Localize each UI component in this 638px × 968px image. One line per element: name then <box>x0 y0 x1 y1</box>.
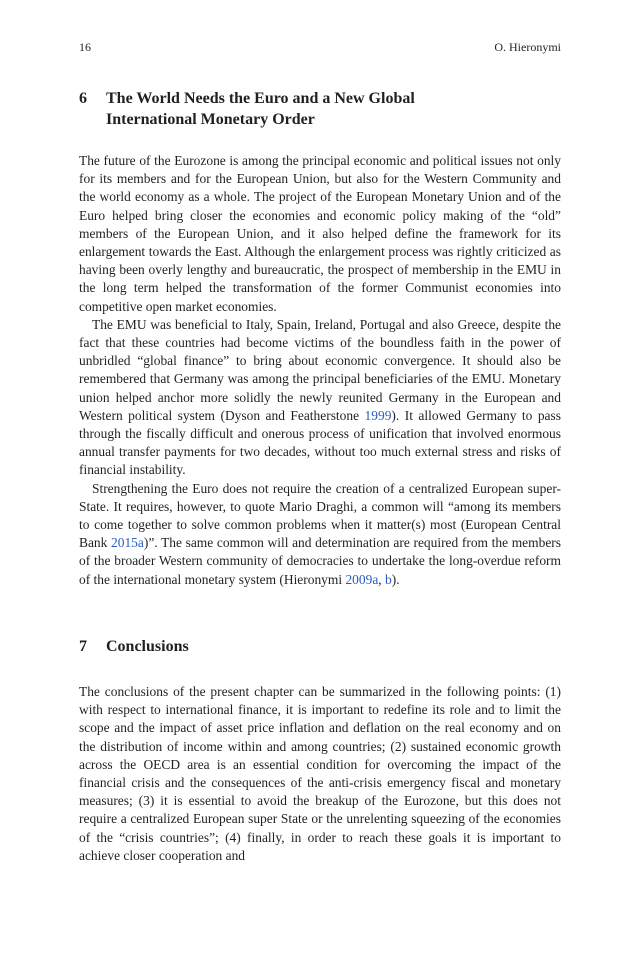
section-title-line-2: International Monetary Order <box>106 111 315 128</box>
paragraph-text: ). <box>391 571 400 587</box>
section-6 <box>79 88 561 589</box>
citation-separator: , <box>378 571 386 587</box>
paragraph-2 <box>79 316 561 480</box>
page-number: 16 <box>79 40 91 54</box>
running-head-author: O. Hieronymi <box>494 40 561 54</box>
section-title-line-1: The World Needs the Euro and a New Global <box>106 90 415 107</box>
section-7 <box>79 636 561 865</box>
paragraph-text: The EMU was beneficial to Italy, Spain, Ireland, Portugal and also Greece, despite the fact that these countries had become victims of the boundless faith in the power of unbridled “global finance” to bring about economic convergence. It should also be remembered that Germany was among the principal beneficiaries of the EMU. Monetary union helped anchor more solidly the newly reunited Germany in the European and Western political system (Dyson and Featherstone <box>79 316 561 423</box>
section-number: 6 <box>79 90 87 107</box>
section-heading <box>79 88 561 130</box>
citation-link-ecb-2015a[interactable]: 2015a <box>111 535 144 551</box>
citation-link-hieronymi-2009a[interactable]: 2009a <box>345 571 379 587</box>
citation-link-dyson-1999[interactable]: 1999 <box>364 407 392 423</box>
paragraph-text: )”. The same common will and determination are required from the members of the broader Western community of democracies to undertake the long-overdue reform of the international monetary system (Hieronymi <box>79 535 561 587</box>
section-body <box>79 152 561 589</box>
section-title <box>106 88 561 130</box>
paragraph-1: The future of the Eurozone is among the principal economic and political issues not only for its members and for the European Union, but also for the Western Community and the world economy as a whole. The project of the European Monetary Union and of the Euro helped bring closer the economies and economic policy making of the “old” members of the European Union, and it also helped define the framework for its enlargement towards the East. Although the enlargement process was rightly criticized as having been overly lengthy and bureaucratic, the prospect of membership in the EMU in the long term helped the transformation of the former Communist economies into competitive open market economies. <box>79 153 561 314</box>
section-body <box>79 683 561 865</box>
paragraph-text: Strengthening the Euro does not require the creation of a centralized European super-State. It requires, however, to quote Mario Draghi, a common will “among its members to come together to solve common problems when it matter(s) most (European Central Bank <box>79 480 561 551</box>
paragraph-3 <box>79 480 561 589</box>
section-heading <box>79 636 561 657</box>
citation-link-hieronymi-2009b[interactable]: b <box>385 571 392 587</box>
paragraph-1: The conclusions of the present chapter can be summarized in the following points: (1) with respect to international finance, it is important to redefine its role and to limit the scope and the impact of asset price inflation and deflation on the real economy and on the distribution of income within and among countries; (2) sustained economic growth across the OECD area is an essential condition for overcoming the impact of the financial crisis and the consequences of the anti-crisis emergency fiscal and monetary measures; (3) it is essential to avoid the breakup of the Eurozone, but this does not require a centralized European super State or the unrelenting squeezing of the economies of the “crisis countries”; (4) finally, in order to reach these goals it is important to achieve closer cooperation and <box>79 684 561 863</box>
section-number: 7 <box>79 638 87 655</box>
paragraph-text: ). It allowed Germany to pass through the fiscally difficult and onerous process of unification that involved enormous annual transfer payments for two decades, without too much external stress and risks of financial instability. <box>79 407 561 478</box>
section-title: Conclusions <box>106 638 189 655</box>
